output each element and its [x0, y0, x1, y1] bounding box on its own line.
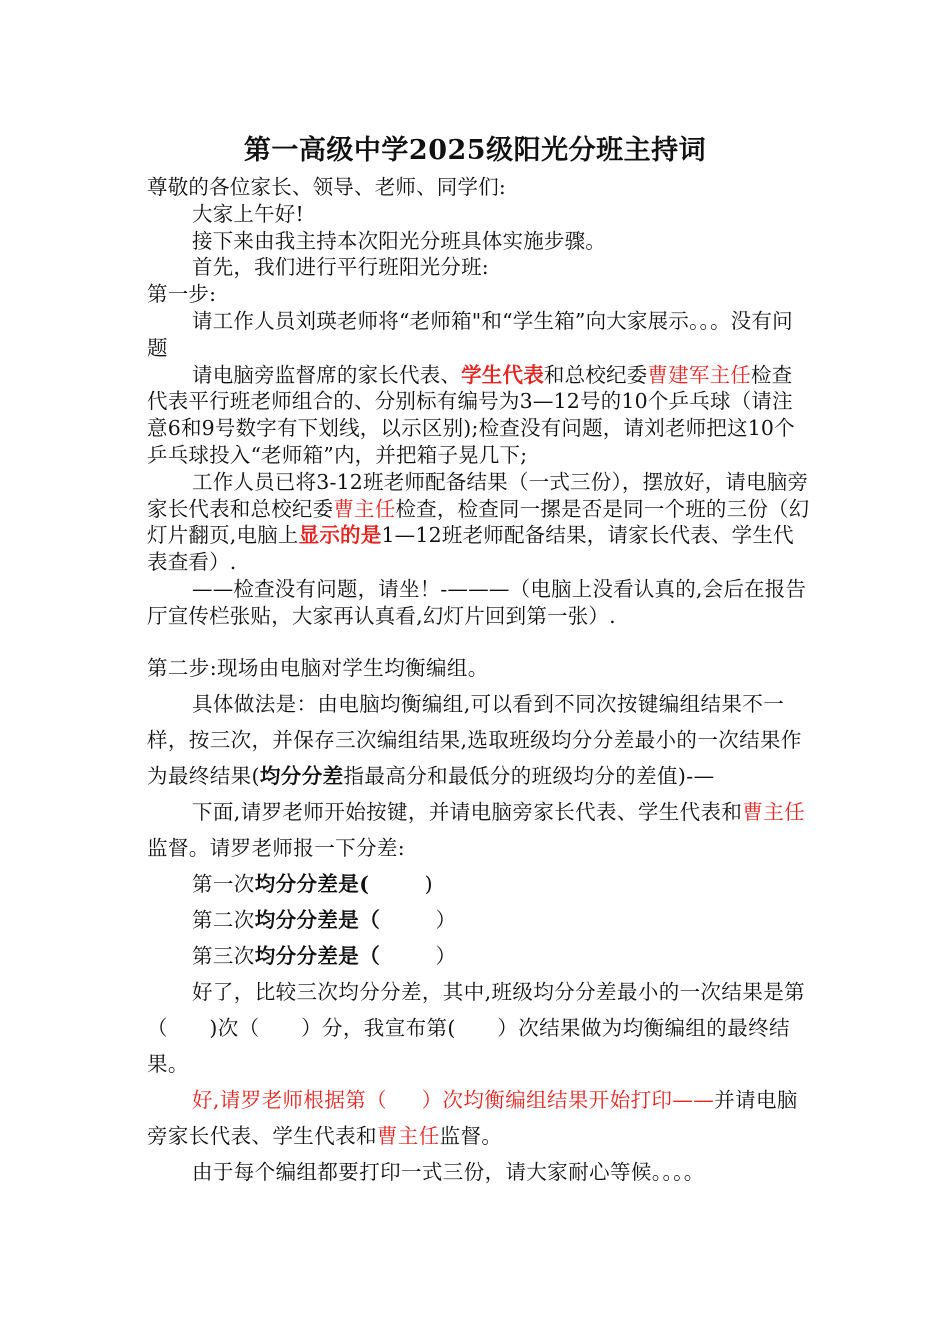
step2-paragraph-2 [147, 794, 812, 866]
text-run: 检查，检查同一摞是否是同一个班的三份（幻灯片翻页,电脑上 [147, 496, 810, 548]
text-run: 下面,请罗老师开始按键，并请电脑旁家长代表、学生代表和 [192, 799, 743, 824]
step2-paragraph-1 [147, 686, 812, 794]
highlight-director: 曹主任 [333, 496, 396, 521]
step2-paragraph-5: 由于每个编组都要打印一式三份，请大家耐心等候。。。。 [192, 1159, 705, 1184]
hello-line: 大家上午好! [192, 201, 304, 226]
step2-paragraph-3: 好了，比较三次均分分差，其中,班级均分分差最小的一次结果是第（ )次（ ）分，我宣布第( ）次结果做为均衡编组的最终结果。 [147, 979, 806, 1076]
step1-label: 第一步: [147, 282, 217, 307]
attempt-gap-label: 均分分差是( [254, 871, 370, 896]
attempt-line-2 [147, 902, 812, 938]
attempt-label: 第三次 [192, 943, 255, 968]
step1-paragraph-2 [147, 362, 812, 469]
highlight-director: 曹主任 [376, 1123, 440, 1148]
text-run: 监督。请罗老师报一下分差: [147, 835, 406, 860]
attempt-blank: ） [380, 907, 457, 932]
first-line: 首先，我们进行平行班阳光分班: [192, 255, 489, 280]
text-run: 并请电脑旁家长代表、学生代表和 [147, 1087, 798, 1148]
document-title: 第一高级中学2025级阳光分班主持词 [243, 135, 707, 166]
highlight-print-instruction: 好,请罗老师根据第（ ）次均衡编组结果开始打印—— [192, 1087, 715, 1112]
text-run: 指最高分和最低分的班级均分的差值)-— [343, 763, 715, 788]
highlight-director: 曹主任 [742, 799, 806, 824]
term-score-gap: 均分分差 [259, 763, 344, 788]
text-run: 和总校纪委 [543, 362, 648, 387]
text-run: 监督。 [439, 1123, 503, 1148]
text-run: 具体做法是：由电脑均衡编组,可以看到不同次按键编组结果不一样，按三次，并保存三次编组结果,选取班级均分分差最小的一次结果作为最终结果( [147, 691, 802, 788]
step1-paragraph-3 [147, 469, 812, 576]
attempt-gap-label: 均分分差是（ [254, 907, 381, 932]
step1-paragraph-4: ——检查没有问题，请坐！-———（电脑上没看认真的,会后在报告厅宣传栏张贴，大家再认真看,幻灯片回到第一张）. [147, 576, 807, 628]
greeting: 尊敬的各位家长、领导、老师、同学们: [147, 175, 507, 199]
step1-paragraph-1: 请工作人员刘瑛老师将“老师箱"和“学生箱”向大家展示。。。没有问题 [147, 308, 793, 360]
highlight-director-name: 曹建军主任 [647, 362, 751, 387]
document-body [147, 174, 812, 1190]
attempt-line-1 [147, 866, 812, 902]
attempt-blank: ） [380, 943, 457, 968]
attempt-label: 第二次 [192, 907, 255, 932]
section-part1 [147, 174, 812, 630]
step2-label: 第二步:现场由电脑对学生均衡编组。 [147, 655, 489, 680]
text-run: 工作人员已将3-12班老师配备结果（一式三份），摆放好，请电脑旁家长代表和总校纪委 [147, 469, 809, 521]
step2-paragraph-4 [147, 1082, 812, 1154]
attempt-gap-label: 均分分差是（ [254, 943, 381, 968]
text-run: 1—12班老师配备结果，请家长代表、学生代表查看）. [147, 523, 794, 575]
attempt-line-3 [147, 938, 812, 974]
attempt-blank: ) [369, 871, 434, 896]
intro-line: 接下来由我主持本次阳光分班具体实施步骤。 [192, 228, 606, 253]
attempt-label: 第一次 [192, 871, 255, 896]
text-run: 请电脑旁监督席的家长代表、 [192, 362, 462, 387]
highlight-shown: 显示的是 [298, 523, 382, 548]
section-part2 [147, 650, 812, 1190]
spacer [147, 630, 812, 650]
highlight-student-rep: 学生代表 [461, 362, 544, 387]
text-run: 检查代表平行班老师组合的、分别标有编号为3—12号的10个乒乓球（请注意6和9号数字有下划线，以示区别);检查没有问题，请刘老师把这10个乒乓球投入“老师箱”内，并把箱子晃几下; [147, 362, 795, 467]
